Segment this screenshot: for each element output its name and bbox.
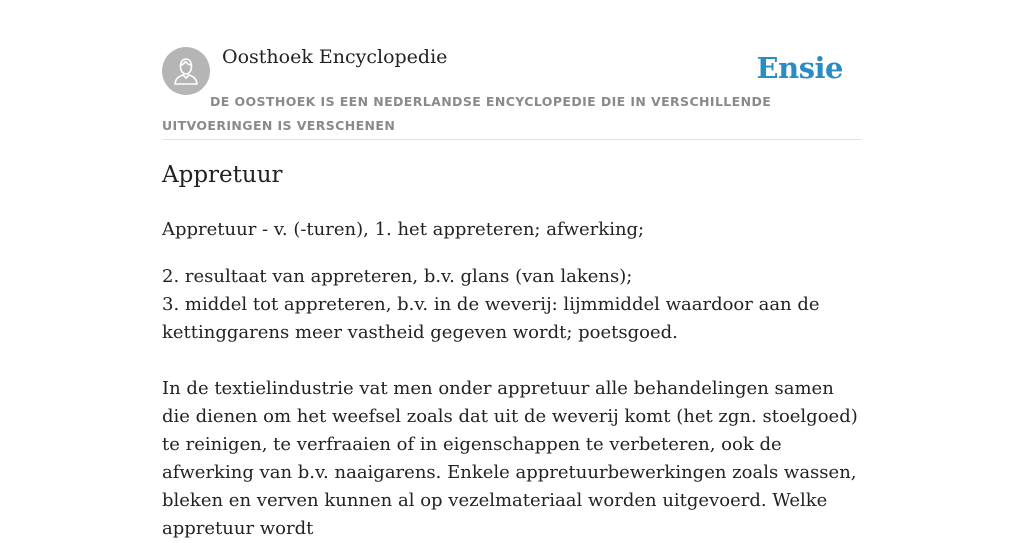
page (162, 0, 862, 539)
header (162, 0, 862, 140)
article-definition: Appretuur - v. (-turen), 1. het appreteren; afwerking; (162, 219, 645, 240)
article-content (162, 216, 862, 543)
user-icon (162, 47, 210, 95)
article-sense-3: 3. middel tot appreteren, b.v. in de weverij: lijmmiddel waardoor aan de kettinggarens meer vastheid gegeven wordt; poetsgoed. (162, 294, 820, 343)
brand-logo-link[interactable]: Ensie (756, 51, 843, 85)
article-sense-2: 2. resultaat van appreteren, b.v. glans (van lakens); (162, 266, 633, 287)
article-title: Appretuur (162, 162, 283, 188)
site-name[interactable]: Oosthoek Encyclopedie (222, 46, 448, 68)
avatar[interactable] (162, 47, 210, 95)
article-body: In de textielindustrie vat men onder appretuur alle behandelingen samen die dienen om het weefsel zoals dat uit de weverij komt (het zgn. stoelgoed) te reinigen, te verfraaien of in eigenschappen te verbeteren, ook de afwerking van b.v. naaigarens. Enkele appretuurbewerkingen zoals wassen, bleken en verven kunnen al op vezelmateriaal worden uitgevoerd. Welke appretuur wordt (162, 378, 858, 539)
site-tagline: DE OOSTHOEK IS EEN NEDERLANDSE ENCYCLOPEDIE DIE IN VERSCHILLENDE UITVOERINGEN IS VERSCHENEN (162, 94, 772, 133)
